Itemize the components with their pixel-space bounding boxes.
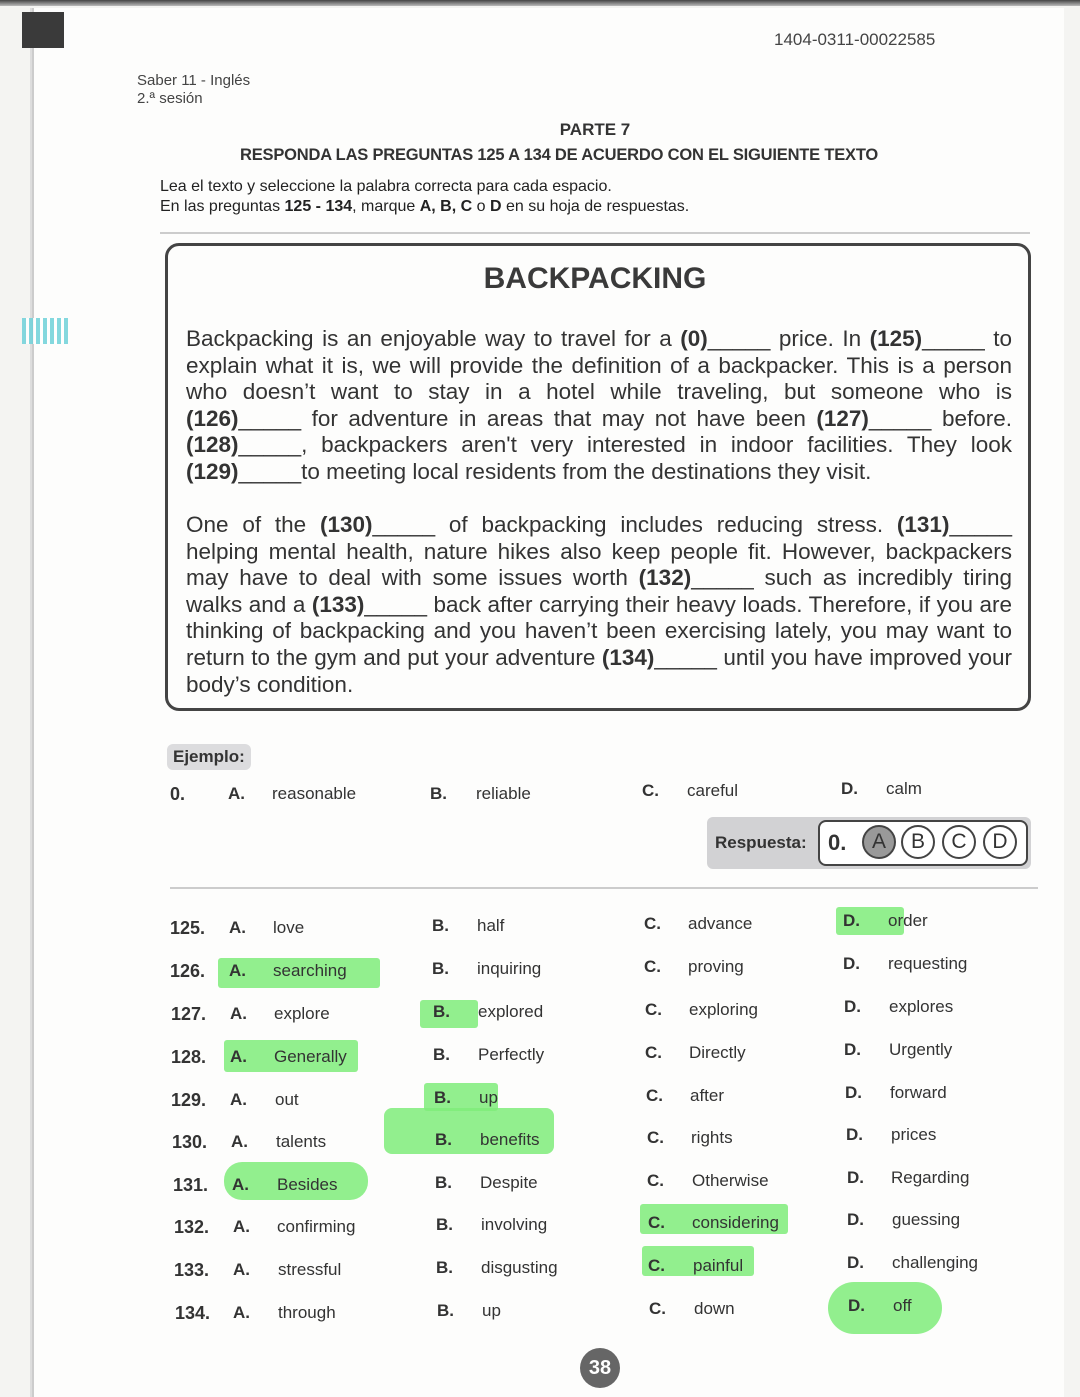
answer-label: Respuesta: <box>715 833 807 852</box>
option-text: half <box>477 916 505 935</box>
option-text: benefits <box>480 1130 540 1149</box>
option-letter: A. <box>233 1217 250 1236</box>
instruction-line-1: Lea el texto y seleccione la palabra correcta para cada espacio. <box>160 178 612 195</box>
bubble-d: D <box>983 825 1017 859</box>
option-text: up <box>479 1088 498 1107</box>
instr-text: o <box>472 198 490 215</box>
question-number: 134. <box>175 1303 211 1323</box>
option-letter: D. <box>843 954 860 973</box>
option-text: Perfectly <box>478 1045 545 1064</box>
option-letter: A. <box>230 1090 247 1109</box>
option-letter: D. <box>847 1168 864 1187</box>
option-letter: A. <box>232 1175 249 1194</box>
option-text: careful <box>687 781 739 800</box>
question-row-133 <box>0 1253 1080 1290</box>
option-text: stressful <box>278 1260 342 1279</box>
question-row-126 <box>0 954 1080 991</box>
option-text: down <box>694 1299 735 1318</box>
option-text: advance <box>688 914 753 933</box>
option-text: off <box>893 1296 912 1315</box>
option-text: Despite <box>480 1173 538 1192</box>
divider <box>160 232 1030 234</box>
option-letter: D. <box>841 779 858 798</box>
bubble-a-filled: A <box>862 825 896 859</box>
question-row-128 <box>0 1040 1080 1077</box>
option-letter: A. <box>230 1004 247 1023</box>
question-number: 129. <box>171 1090 207 1110</box>
option-letter: A. <box>231 1132 248 1151</box>
question-number: 130. <box>172 1132 208 1152</box>
option-letter: D. <box>844 997 861 1016</box>
part-title: PARTE 7 <box>559 120 631 139</box>
bubble-b: B <box>901 825 935 859</box>
instr-text: en su hoja de respuestas. <box>501 198 690 215</box>
option-letter: A. <box>228 784 245 803</box>
question-row-130 <box>0 1125 1080 1162</box>
option-letter: C. <box>645 1000 662 1019</box>
passage-paragraph-1: Backpacking is an enjoyable way to travel for a (0)_____ price. In (125)_____ to explain what it is, we will provide the definition of a backpacker. This is a person who doesn’t want to stay in a hotel while traveling, but someone who is (126)_____ for adventure in areas that may not have been (127)_____ before. (128)_____, backpackers aren't very interested in indoor facilities. They look (129)_____to meeting local residents from the destinations they visit. <box>186 326 1012 484</box>
side-barcode-mark <box>22 318 68 344</box>
option-text: forward <box>890 1083 947 1102</box>
option-letter: B. <box>430 784 447 803</box>
question-row-134 <box>0 1296 1080 1333</box>
question-row-131 <box>0 1168 1080 1205</box>
option-letter: C. <box>644 957 661 976</box>
option-text: out <box>275 1090 299 1109</box>
option-letter: B. <box>436 1258 453 1277</box>
exam-name: Saber 11 - Inglés <box>137 72 251 89</box>
option-letter: D. <box>847 1210 864 1229</box>
document-code: 1404-0311-00022585 <box>774 30 936 49</box>
exam-header <box>137 72 250 108</box>
option-text: through <box>278 1303 336 1322</box>
question-row-129 <box>0 1083 1080 1120</box>
option-text: considering <box>692 1213 779 1232</box>
option-letter: B. <box>433 1002 450 1021</box>
option-text: painful <box>693 1256 744 1275</box>
question-number: 127. <box>171 1004 207 1024</box>
option-text: searching <box>273 961 347 980</box>
question-number: 133. <box>174 1260 210 1280</box>
instr-range: 125 - 134 <box>284 198 353 215</box>
instr-text: , marque <box>352 198 420 215</box>
option-letter: C. <box>646 1086 663 1105</box>
option-letter: C. <box>645 1043 662 1062</box>
question-number: 132. <box>174 1217 210 1237</box>
option-letter: D. <box>843 911 860 930</box>
option-text: inquiring <box>477 959 542 978</box>
option-letter: A. <box>233 1303 250 1322</box>
option-text: love <box>273 918 305 937</box>
option-letter: C. <box>648 1213 665 1232</box>
question-row-125 <box>0 911 1080 948</box>
instr-letter-d: D <box>489 198 502 215</box>
question-row-132 <box>0 1210 1080 1247</box>
divider <box>170 887 1038 889</box>
option-letter: B. <box>437 1301 454 1320</box>
option-text: reasonable <box>272 784 357 803</box>
option-text: challenging <box>892 1253 979 1272</box>
option-letter: D. <box>847 1253 864 1272</box>
option-text: order <box>888 911 928 930</box>
option-text: Otherwise <box>692 1171 769 1190</box>
option-letter: C. <box>648 1256 665 1275</box>
passage-title: BACKPACKING <box>483 262 707 295</box>
instr-text: En las preguntas <box>160 198 285 215</box>
option-letter: C. <box>642 781 659 800</box>
option-text: after <box>690 1086 725 1105</box>
question-row-127 <box>0 997 1080 1034</box>
option-text: disgusting <box>481 1258 558 1277</box>
option-letter: C. <box>647 1128 664 1147</box>
option-letter: B. <box>436 1215 453 1234</box>
option-letter: D. <box>845 1083 862 1102</box>
corner-registration-mark <box>22 12 64 48</box>
option-text: Besides <box>277 1175 338 1194</box>
option-text: requesting <box>888 954 968 973</box>
option-letter: D. <box>844 1040 861 1059</box>
option-text: rights <box>691 1128 733 1147</box>
option-text: up <box>482 1301 501 1320</box>
option-letter: A. <box>233 1260 250 1279</box>
option-letter: D. <box>848 1296 865 1315</box>
option-letter: B. <box>435 1173 452 1192</box>
answer-number: 0. <box>828 830 847 855</box>
option-text: Generally <box>274 1047 347 1066</box>
instruction-line-2 <box>160 197 689 217</box>
question-number: 131. <box>173 1175 209 1195</box>
option-text: explored <box>478 1002 544 1021</box>
option-letter: B. <box>435 1130 452 1149</box>
option-letter: C. <box>649 1299 666 1318</box>
session-label: 2.ª sesión <box>137 90 203 107</box>
scan-top-edge <box>0 0 1080 6</box>
example-row <box>0 779 1080 814</box>
option-text: reliable <box>476 784 531 803</box>
option-text: calm <box>886 779 922 798</box>
option-letter: A. <box>229 961 246 980</box>
option-letter: C. <box>647 1171 664 1190</box>
option-text: involving <box>481 1215 548 1234</box>
option-text: prices <box>891 1125 937 1144</box>
option-text: guessing <box>892 1210 961 1229</box>
option-text: exploring <box>689 1000 758 1019</box>
option-letter: A. <box>229 918 246 937</box>
option-letter: A. <box>230 1047 247 1066</box>
option-text: confirming <box>277 1217 356 1236</box>
option-text: Directly <box>689 1043 746 1062</box>
option-letter: B. <box>434 1088 451 1107</box>
page-number: 38 <box>580 1348 620 1388</box>
option-text: proving <box>688 957 744 976</box>
option-text: Urgently <box>889 1040 953 1059</box>
option-letter: B. <box>432 959 449 978</box>
option-text: Regarding <box>891 1168 970 1187</box>
option-text: talents <box>276 1132 327 1151</box>
example-label: Ejemplo: <box>167 744 251 770</box>
option-letter: B. <box>433 1045 450 1064</box>
instructions <box>160 177 689 217</box>
instruction-title: RESPONDA LAS PREGUNTAS 125 A 134 DE ACUERDO CON EL SIGUIENTE TEXTO <box>240 146 879 164</box>
option-letter: C. <box>644 914 661 933</box>
option-letter: D. <box>846 1125 863 1144</box>
option-text: explores <box>889 997 954 1016</box>
question-number: 125. <box>170 918 206 938</box>
bubble-c: C <box>942 825 976 859</box>
option-text: explore <box>274 1004 330 1023</box>
question-number: 126. <box>170 961 206 981</box>
example-number: 0. <box>170 784 186 804</box>
question-number: 128. <box>171 1047 207 1067</box>
instr-letters: A, B, C <box>419 198 473 215</box>
option-letter: B. <box>432 916 449 935</box>
passage-paragraph-2: One of the (130)_____ of backpacking includes reducing stress. (131)_____ helping mental health, nature hikes also keep people fit. However, backpackers may have to deal with some issues worth (132)_____ such as incredibly tiring walks and a (133)_____ back after carrying their heavy loads. Therefore, if you are thinking of backpacking and you haven’t been exercising lately, you may want to return to the gym and put your adventure (134)_____ until you have improved your body’s condition. <box>186 512 1013 697</box>
